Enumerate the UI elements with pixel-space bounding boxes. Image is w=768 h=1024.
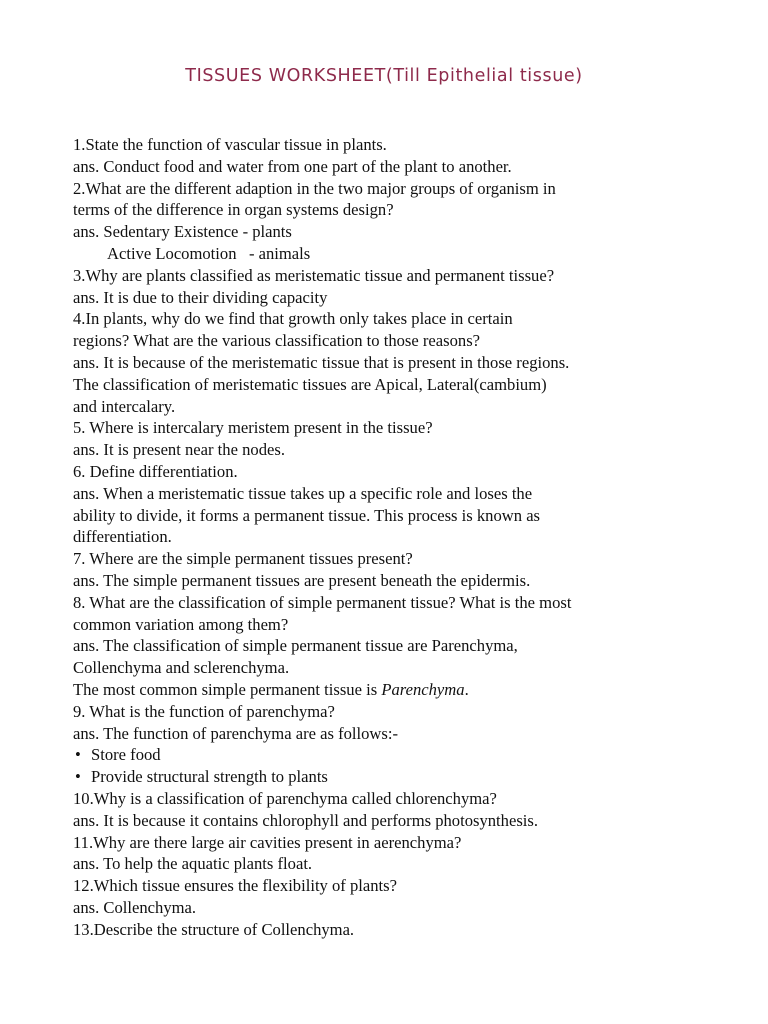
answer-2-line-1: ans. Sedentary Existence - plants [73,222,292,242]
question-1: 1.State the function of vascular tissue in plants. [73,135,387,154]
question-3: 3.Why are plants classified as meristematic tissue and permanent tissue? [73,265,555,285]
answer-4-line-3: and intercalary. [73,396,176,416]
answer-8-line-2: Collenchyma and sclerenchyma. [73,658,290,678]
question-12: 12.Which tissue ensures the flexibility of plants? [73,876,397,896]
bullet-item-2-text: Provide structural strength to plants [91,767,328,787]
answer-7: ans. The simple permanent tissues are present beneath the epidermis. [73,570,531,590]
question-8-line-2: common variation among them? [73,614,289,634]
question-8-line-1: 8. What are the classification of simple permanent tissue? What is the most [73,592,572,612]
answer-5: ans. It is present near the nodes. [73,440,285,460]
bullet-icon: • [75,767,81,787]
answer-11: ans. To help the aquatic plants float. [73,854,313,874]
bullet-item-1 [73,744,713,766]
worksheet-title: TISSUES WORKSHEET(Till Epithelial tissue) [185,66,583,86]
worksheet-body [73,134,713,940]
answer-8-line-3-text: The most common simple permanent tissue is [73,679,382,699]
answer-12: ans. Collenchyma. [73,897,197,917]
question-2-line-1: 2.What are the different adaption in the two major groups of organism in [73,178,556,198]
answer-6-line-1: ans. When a meristematic tissue takes up a specific role and loses the [73,483,533,503]
question-6: 6. Define differentiation. [73,461,238,481]
answer-8-line-3-period: . [464,679,469,699]
question-5: 5. Where is intercalary meristem present in the tissue? [73,418,433,438]
bullet-icon: • [75,745,81,765]
answer-9: ans. The function of parenchyma are as follows:- [73,723,399,743]
answer-2-line-2: Active Locomotion - animals [107,243,311,263]
answer-6-line-2: ability to divide, it forms a permanent tissue. This process is known as [73,505,541,525]
question-4-line-2: regions? What are the various classification to those reasons? [73,331,481,351]
parenchyma-italic: Parenchyma [381,679,465,699]
answer-6-line-3: differentiation. [73,527,172,547]
answer-4-line-2: The classification of meristematic tissues are Apical, Lateral(cambium) [73,374,547,394]
answer-10: ans. It is because it contains chlorophyll and performs photosynthesis. [73,810,538,830]
answer-8-line-3 [73,679,713,701]
question-2-line-2: terms of the difference in organ systems design? [73,200,394,220]
answer-8-line-1: ans. The classification of simple permanent tissue are Parenchyma, [73,636,518,656]
question-10: 10.Why is a classification of parenchyma called chlorenchyma? [73,788,497,808]
question-7: 7. Where are the simple permanent tissues present? [73,549,413,569]
answer-1: ans. Conduct food and water from one part of the plant to another. [73,156,512,176]
answer-4-line-1: ans. It is because of the meristematic tissue that is present in those regions. [73,352,570,372]
question-13: 13.Describe the structure of Collenchyma. [73,919,355,939]
bullet-item-2 [73,766,713,788]
question-11: 11.Why are there large air cavities present in aerenchyma? [73,832,462,852]
question-4-line-1: 4.In plants, why do we find that growth only takes place in certain [73,309,513,329]
question-9: 9. What is the function of parenchyma? [73,701,335,721]
answer-3: ans. It is due to their dividing capacity [73,287,328,307]
bullet-item-1-text: Store food [91,745,161,765]
